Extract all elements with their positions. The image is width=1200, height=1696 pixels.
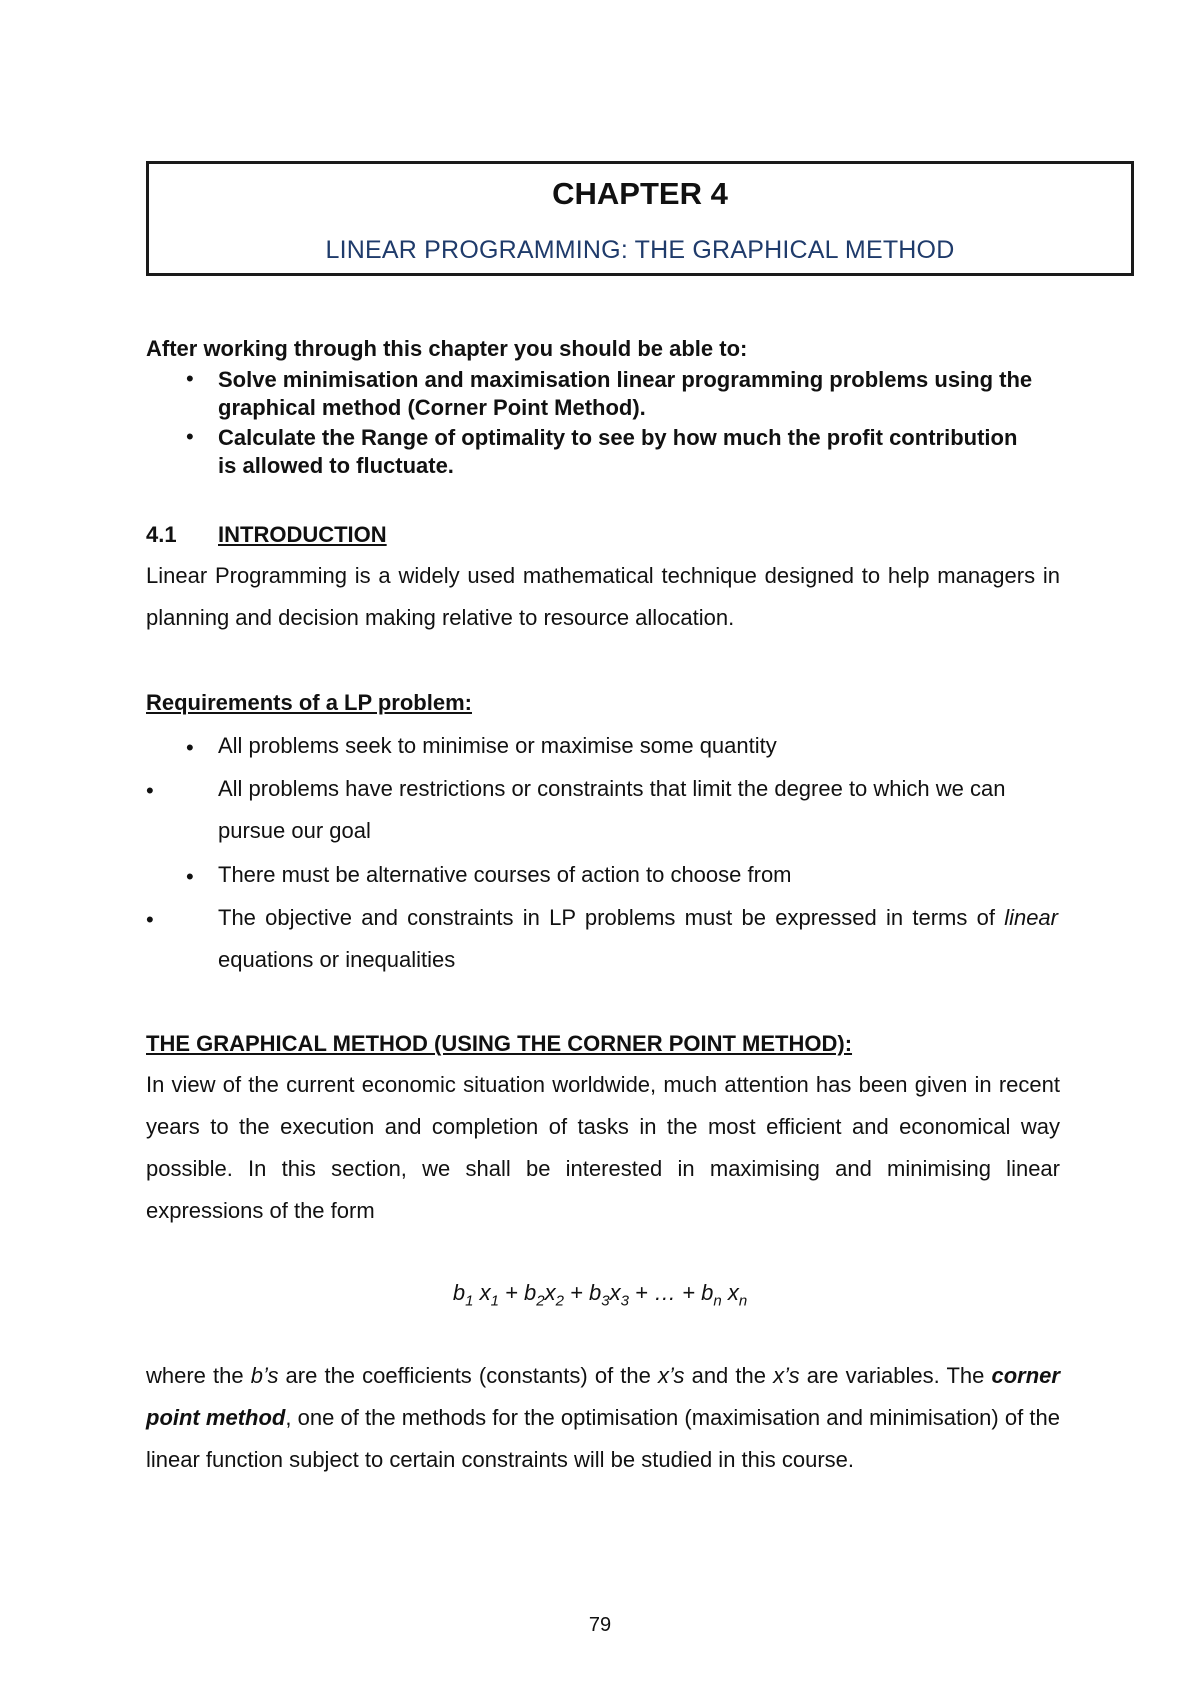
requirement-item: All problems seek to minimise or maximise some quantity bbox=[218, 733, 777, 758]
requirement-item: All problems have restrictions or constraints that limit the degree to which we can pursue our goal bbox=[218, 776, 1006, 843]
page-number: 79 bbox=[588, 1614, 612, 1636]
chapter-title-box bbox=[146, 161, 1134, 276]
section-number: 4.1 bbox=[146, 522, 177, 547]
section-title: INTRODUCTION bbox=[218, 522, 387, 547]
bullet-icon: • bbox=[186, 366, 194, 391]
chapter-number: CHAPTER 4 bbox=[552, 176, 728, 211]
term-corner-point-method: corner point method bbox=[146, 1363, 1060, 1430]
where-paragraph: where the b’s are the coefficients (constants) of the x’s and the x’s are variables. The corner point method, one of the methods for the optimisation (maximisation and minimisation) of the linear function subject to certain constraints will be studied in this course. bbox=[146, 1363, 1060, 1472]
objectives-intro: After working through this chapter you should be able to: bbox=[146, 336, 748, 361]
chapter-subtitle: LINEAR PROGRAMMING: THE GRAPHICAL METHOD bbox=[325, 236, 955, 264]
requirement-item bbox=[218, 897, 1058, 981]
objective-item: Calculate the Range of optimality to see by how much the profit contribution is allowed to fluctuate. bbox=[218, 425, 1018, 478]
bullet-icon: • bbox=[186, 735, 194, 760]
graphical-method-heading: THE GRAPHICAL METHOD (USING THE CORNER POINT METHOD): bbox=[146, 1031, 853, 1056]
bullet-icon: • bbox=[146, 778, 154, 803]
term-xs: x’s bbox=[657, 1363, 685, 1388]
term-bs: b’s bbox=[250, 1363, 279, 1388]
bullet-icon: • bbox=[186, 864, 194, 889]
requirements-heading: Requirements of a LP problem: bbox=[146, 690, 472, 715]
requirement-text: equations or inequalities bbox=[218, 947, 456, 972]
requirement-emphasis: linear bbox=[1004, 905, 1058, 930]
term-xs: x’s bbox=[773, 1363, 800, 1388]
bullet-icon: • bbox=[186, 424, 194, 449]
linear-expression-formula: $b_1$ $x_1 + b_2x_2 + b_3x_3$ + … + $b_n$ $x_n$ bbox=[452, 1280, 748, 1310]
graphical-paragraph: In view of the current economic situation worldwide, much attention has been given in recent years to the execution and completion of tasks in the most efficient and economical way possible. In this section, we shall be interested in maximising and minimising linear expressions of the form bbox=[146, 1072, 1060, 1223]
intro-paragraph: Linear Programming is a widely used mathematical technique designed to help managers in planning and decision making relative to resource allocation. bbox=[146, 563, 1060, 630]
requirement-item: There must be alternative courses of action to choose from bbox=[218, 862, 792, 887]
requirement-text: The objective and constraints in LP problems must be expressed in terms of bbox=[218, 905, 995, 930]
bullet-icon: • bbox=[146, 907, 154, 932]
objective-item: Solve minimisation and maximisation linear programming problems using the graphical method (Corner Point Method). bbox=[218, 367, 1033, 420]
